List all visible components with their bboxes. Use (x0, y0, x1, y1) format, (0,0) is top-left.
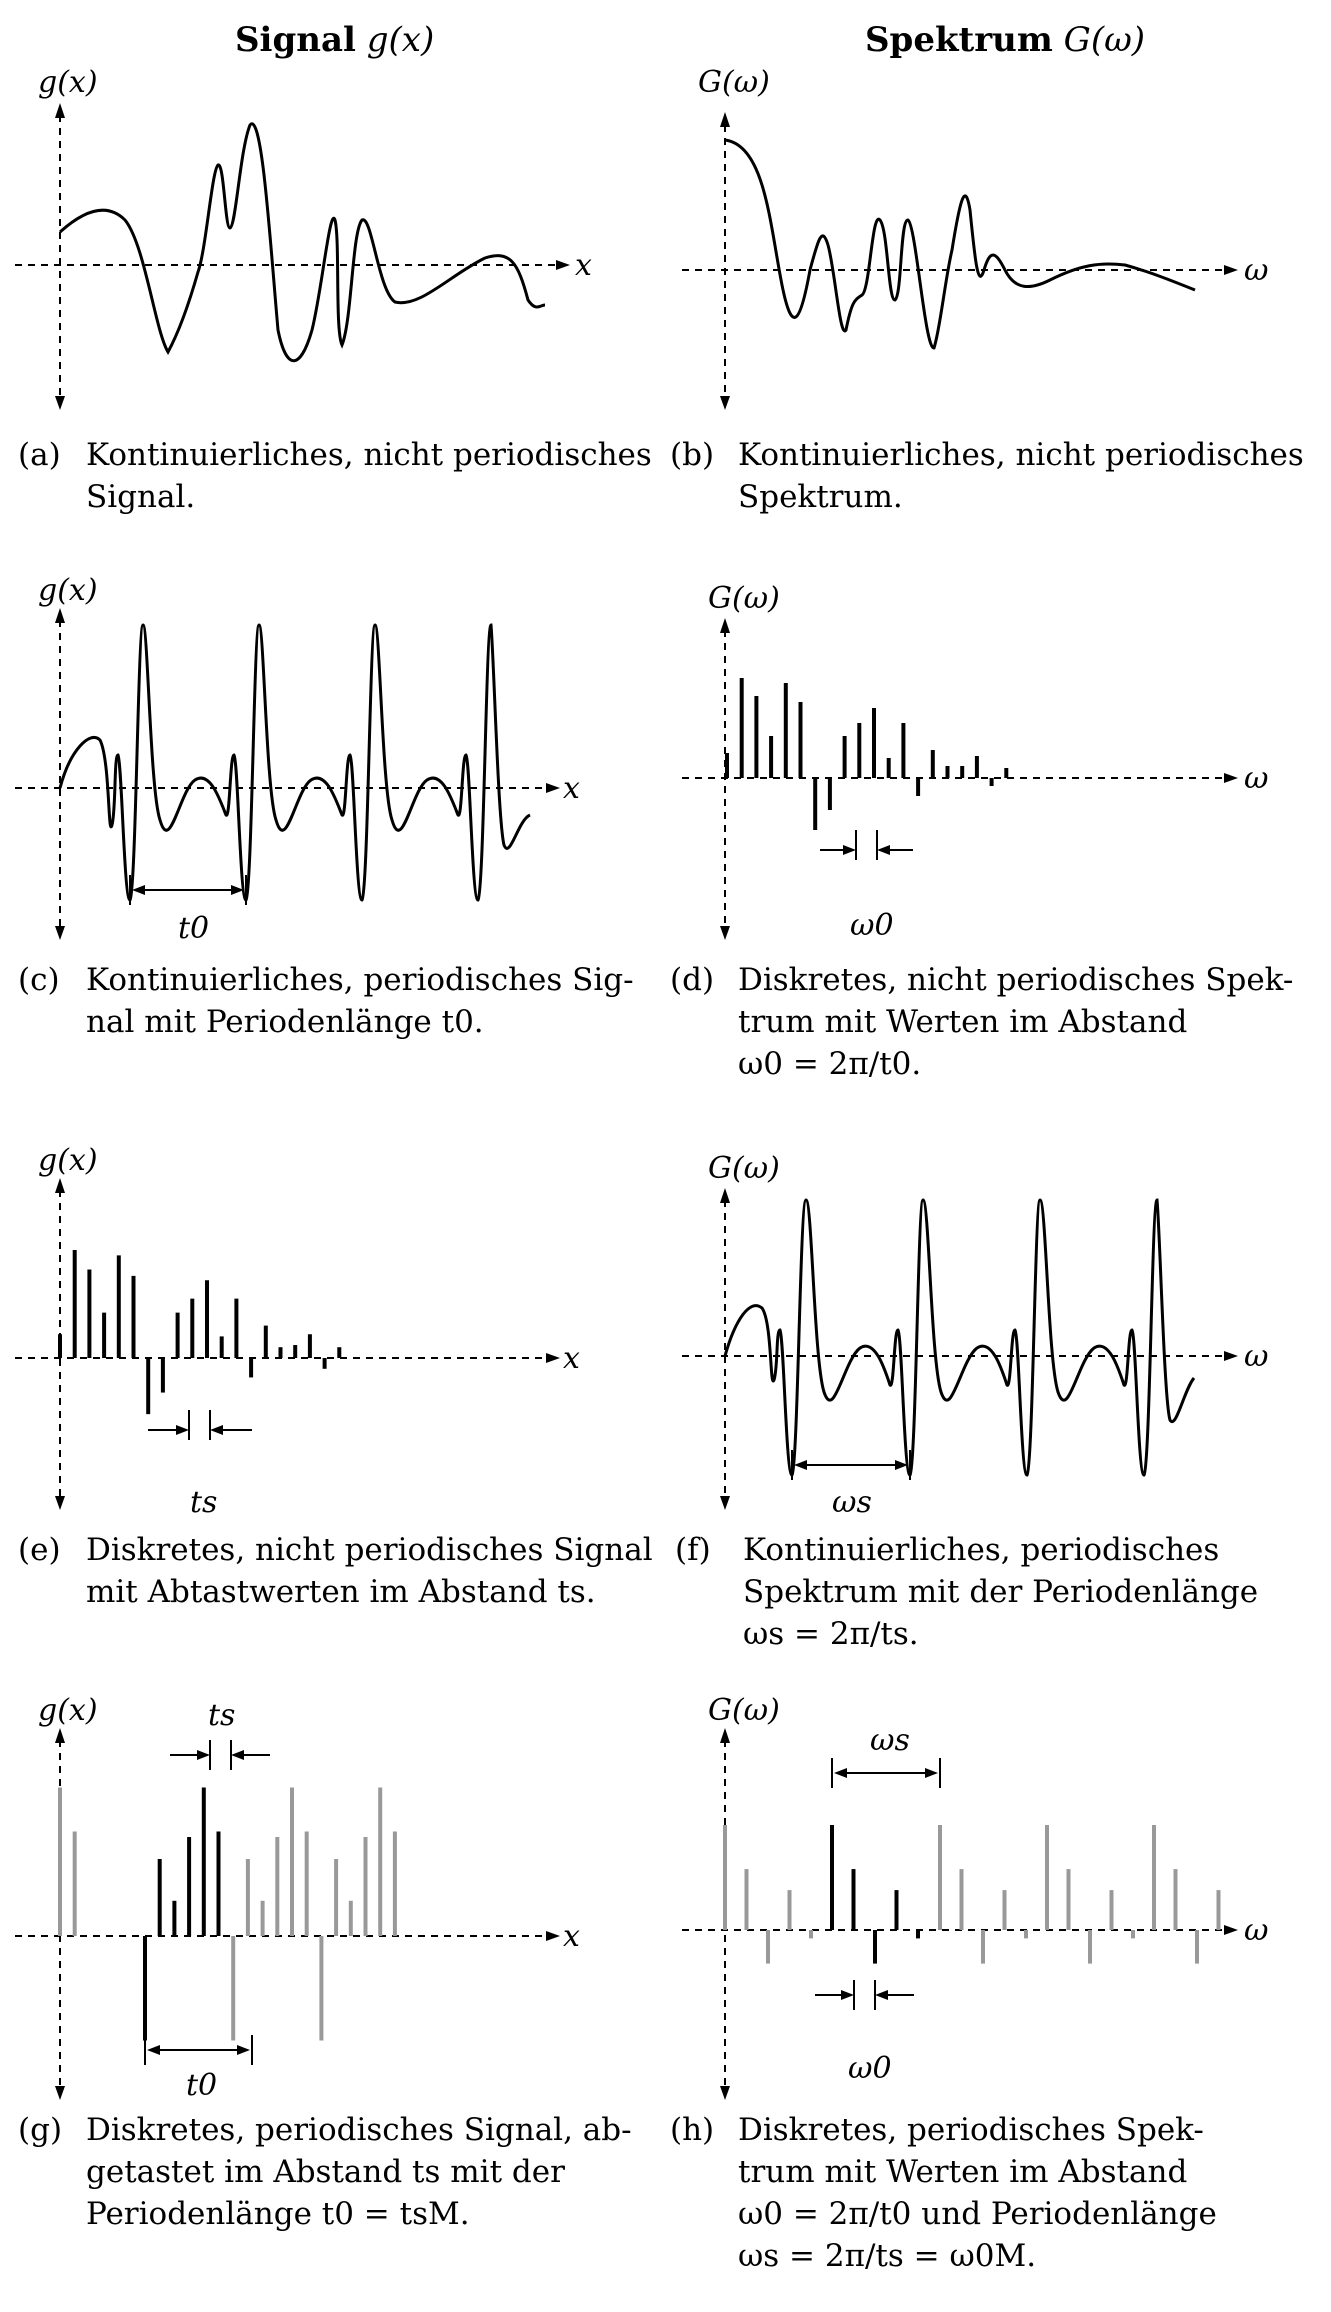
spacing-label: ω0 (848, 2051, 892, 2086)
caption-c-label: (c) (18, 962, 60, 998)
x-axis-arrow (556, 260, 570, 270)
y-axis-arrow-down (55, 2086, 65, 2100)
caption-a-line: Kontinuierliches, nicht periodisches (86, 437, 652, 473)
periodic-curve (259, 625, 375, 900)
y-axis-arrow (720, 1728, 730, 1743)
y-axis-label: G(ω) (708, 1693, 780, 1728)
spectrum-title-math: G(ω) (1063, 20, 1146, 60)
caption-f-line: ωs = 2π/ts. (743, 1615, 919, 1652)
top-spacing-label: ts (208, 1698, 236, 1733)
panel-c-plot (0, 560, 660, 960)
caption-e-line: mit Abtastwerten im Abstand ts. (86, 1573, 596, 1610)
y-axis-arrow (55, 1728, 65, 1743)
period-label: ωs (832, 1485, 872, 1520)
y-axis-label: g(x) (38, 1693, 98, 1728)
panel-h-plot (670, 1680, 1330, 2110)
x-axis-arrow (546, 1931, 560, 1941)
x-axis-arrow (1224, 1351, 1238, 1361)
x-axis-label: x (563, 1341, 580, 1376)
caption-d-label: (d) (670, 962, 715, 998)
panel-g-plot (0, 1680, 660, 2110)
panel-d (670, 560, 1330, 1100)
y-axis-arrow-down (720, 926, 730, 940)
caption-g-line: Diskretes, periodisches Signal, ab- (86, 2112, 632, 2148)
x-axis-label: ω (1244, 761, 1269, 796)
caption-f-label: (f) (675, 1532, 711, 1568)
caption-h-line: Diskretes, periodisches Spek- (738, 2112, 1204, 2148)
x-axis-label: x (575, 248, 592, 283)
caption-e-label: (e) (18, 1532, 61, 1568)
x-axis-arrow (1224, 1925, 1238, 1935)
x-axis-label: x (563, 1919, 580, 1954)
y-axis-arrow-down (55, 926, 65, 940)
y-axis-label: G(ω) (708, 581, 780, 616)
periodic-spectrum-curve (1040, 1200, 1194, 1475)
x-axis-arrow (546, 1353, 560, 1363)
signal-title-bold: Signal (235, 20, 356, 60)
y-axis-arrow (720, 618, 730, 633)
periodic-curve (375, 625, 530, 900)
caption-b-line: Kontinuierliches, nicht periodisches (738, 437, 1304, 473)
caption-f-line: Kontinuierliches, periodisches (743, 1532, 1220, 1568)
caption-d-line: ω0 = 2π/t0. (738, 1045, 922, 1082)
panel-b-plot (670, 0, 1330, 420)
y-axis-arrow (55, 608, 65, 623)
y-axis-label: g(x) (38, 65, 98, 100)
panel-a-plot (0, 0, 660, 420)
x-axis-arrow (1224, 773, 1238, 783)
period-label: t0 (178, 911, 210, 946)
spectrum-title-bold: Spektrum (865, 20, 1053, 60)
panel-a (0, 0, 660, 515)
y-axis-arrow (55, 1178, 65, 1193)
y-axis-arrow (55, 103, 65, 118)
periodic-spectrum-curve (725, 1200, 923, 1475)
panel-f-plot (670, 1130, 1330, 1530)
panel-h (670, 1680, 1330, 2310)
panel-f (670, 1130, 1330, 1652)
caption-e-line: Diskretes, nicht periodisches Signal (86, 1532, 653, 1568)
x-axis-label: ω (1244, 253, 1269, 288)
caption-b-label: (b) (670, 437, 715, 473)
periodic-spectrum-curve (923, 1200, 1040, 1475)
caption-a-line: Signal. (86, 478, 196, 515)
y-axis-arrow-down (55, 396, 65, 410)
caption-f-line: Spektrum mit der Periodenlänge (743, 1573, 1259, 1610)
caption-d-line: trum mit Werten im Abstand (738, 1003, 1188, 1040)
caption-h-line: trum mit Werten im Abstand (738, 2153, 1188, 2190)
caption-c-line: nal mit Periodenlänge t0. (86, 1003, 484, 1040)
caption-c-line: Kontinuierliches, periodisches Sig- (86, 962, 634, 998)
caption-g-line: Periodenlänge t0 = tsM. (86, 2195, 470, 2232)
caption-h-line: ω0 = 2π/t0 und Periodenlänge (738, 2195, 1217, 2232)
y-axis-label: G(ω) (708, 1151, 780, 1186)
panel-e-plot (0, 1130, 660, 1530)
caption-d-line: Diskretes, nicht periodisches Spek- (738, 962, 1294, 998)
signal-title-math: g(x) (366, 20, 435, 60)
panel-g (0, 1680, 660, 2310)
period-label: t0 (186, 2068, 218, 2103)
panel-b (670, 0, 1330, 515)
x-axis-label: ω (1244, 1913, 1269, 1948)
caption-h-line: ωs = 2π/ts = ω0M. (738, 2237, 1037, 2274)
caption-b-line: Spektrum. (738, 478, 903, 515)
periodic-curve (60, 625, 259, 900)
x-axis-arrow (546, 783, 560, 793)
y-axis-arrow-down (55, 1496, 65, 1510)
caption-h-label: (h) (670, 2112, 715, 2148)
spectrum-curve (725, 140, 1195, 348)
x-axis-label: x (563, 771, 580, 806)
caption-g-label: (g) (18, 2112, 63, 2148)
panel-c (0, 560, 660, 1100)
x-axis-arrow (1224, 265, 1238, 275)
y-axis-arrow-down (720, 1496, 730, 1510)
spacing-label: ts (190, 1485, 218, 1520)
y-axis-label: g(x) (38, 573, 98, 608)
y-axis-arrow-down (720, 2086, 730, 2100)
panel-e (0, 1130, 660, 1630)
spacing-label: ω0 (850, 908, 894, 943)
caption-g-line: getastet im Abstand ts mit der (86, 2153, 565, 2190)
signal-curve (60, 124, 545, 361)
caption-a-label: (a) (18, 437, 61, 473)
y-axis-label: g(x) (38, 1143, 98, 1178)
y-axis-arrow (720, 1188, 730, 1203)
top-period-label: ωs (870, 1723, 910, 1758)
x-axis-label: ω (1244, 1339, 1269, 1374)
panel-d-plot (670, 560, 1330, 960)
y-axis-arrow (720, 112, 730, 127)
y-axis-arrow-down (720, 396, 730, 410)
y-axis-label: G(ω) (698, 65, 770, 100)
